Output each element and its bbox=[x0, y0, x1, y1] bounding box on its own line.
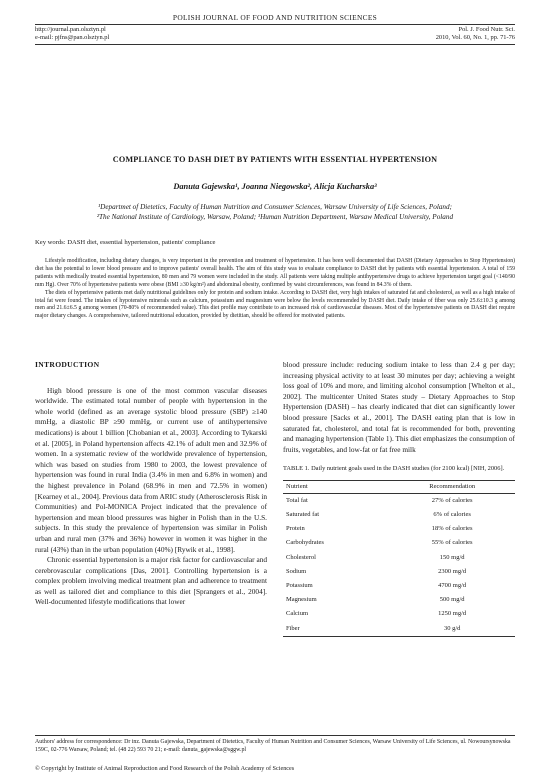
journal-url[interactable]: http://journal.pan.olsztyn.pl bbox=[35, 26, 106, 33]
keywords: Key words: DASH diet, essential hypertension, patients' compliance bbox=[35, 239, 216, 246]
table-cell-value: 30 g/d bbox=[389, 621, 515, 636]
body-paragraph: Chronic essential hypertension is a major risk factor for cardiovascular and cerebrovascular complications [Das, 2001]. Controlling hypertension is a complex problem involving medical treatment plan and adherence to treatment as well as tailored diet and compliance to this diet [Sprangers et al., 2004]. Well-documented lifestyle modifications that lower bbox=[35, 555, 267, 607]
table-cell-nutrient: Sodium bbox=[286, 567, 307, 575]
table-cell-nutrient: Saturated fat bbox=[286, 511, 320, 519]
body-paragraph: blood pressure include: reducing sodium intake to less than 2.4 g per day; increasing physical activity to at least 30 minutes per day; achieving a weight loss goal of 10% and more, and limiting alcohol consumption [Whelton et al., 2002]. The multicenter United States study – Dietary Approaches to Stop Hypertension (DASH) – has clearly indicated that diet can significantly lower blood pressure [Sacks et al., 2001]. The DASH eating plan that is low in saturated fat, cholesterol, and total fat is recommended for both, preventing and managing hypertension (Table 1). This diet emphasizes the consumption of fruits, vegetables, and low-fat or fat free milk bbox=[283, 360, 515, 454]
table-header-nutrient: Nutrient bbox=[283, 480, 389, 493]
journal-name: POLISH JOURNAL OF FOOD AND NUTRITION SCIENCES bbox=[172, 13, 378, 22]
table-cell-nutrient: Magnesium bbox=[286, 596, 317, 604]
header-rule-top bbox=[35, 24, 515, 25]
header-row-1 bbox=[35, 26, 515, 33]
table-header-row bbox=[283, 480, 515, 493]
table-cell-value: 2300 mg/d bbox=[438, 567, 467, 575]
table-cell-value: 4700 mg/d bbox=[438, 581, 467, 589]
introduction-heading: INTRODUCTION bbox=[35, 360, 100, 369]
table-cell-value: 1250 mg/d bbox=[438, 610, 467, 618]
table-cell-nutrient: Cholesterol bbox=[286, 553, 316, 561]
body-paragraph: High blood pressure is one of the most common vascular diseases worldwide. The estimated total number of people with hypertension in the whole world (defined as an average systolic blood pressure (SBP) ≥140 mmHg, a diastolic BP ≥90 mmHg, or current use of antihypertensive medications) is about 1 billion [Chobanian et al., 2003]. According to Tykarski et al. [2005], in Poland hypertension affects 42.1% of adult men and 32.9% of women. In a systematic review of the worldwide prevalence of hypertension, which was based on studies from 1980 to 2003, the lowest prevalence of hypertension was found in rural India (3.4% in men and 6.8% in women) and the highest prevalence in Poland (68.9% in men and 72.5% in women) [Kearney et al., 2004]. Previous data from ARIC study (Atherosclerosis Risk in Communities) and Pol-MONICA Project indicated that the prevalence of hypertension and mean blood pressures was higher in Polish than in the U.S. subjects. In this study the prevalence of hypertension was similar in Polish urban and rural men (37% and 36%) however in women it was higher in the rural (43%) than in the urban population (40%) [Rywik et al., 1998]. bbox=[35, 385, 267, 554]
correspondence-note: Authors' address for correspondence: Dr inz. Danuta Gajewska, Department of Dietetics, Faculty of Human Nutrition and Consumer Sciences, Warsaw University of Life Sciences, ul. Nowoursynowska 159C, 02-776 Warsaw, Poland; tel. (48 22) 593 70 21; e-mail: danuta_gajewska@sggw.pl bbox=[35, 739, 511, 753]
table-header-recommendation: Recommendation bbox=[389, 480, 515, 493]
journal-email[interactable]: e-mail: pjfns@pan.olsztyn.pl bbox=[35, 34, 110, 41]
abstract-paragraph-2: The diets of hypertensive patients met daily nutritional guidelines only for protein and sodium intake. According to DASH diet, very high intakes of saturated fat and cholesterol, as well as a high intake of total fat were found. The intakes of hypotensive minerals such as calcium, potassium and magnesium were below the levels recommended by DASH diet. Daily intake of fiber was only 25.6±10.3 g among men and 21.6±6.5 g among women (70-80% of recommended value). This diet profile may contribute to an increased risk of cardiovascular diseases. Most of the hypertensive patients on DASH diet require major dietary changes. A comprehensive, tailored nutritional education, provided by dietitian, should be offered for motivated patients. bbox=[35, 289, 515, 320]
table-row bbox=[283, 607, 515, 621]
body-column-left bbox=[35, 360, 267, 608]
table-cell-nutrient: Calcium bbox=[286, 610, 309, 618]
article-affiliations bbox=[35, 202, 515, 222]
abstract bbox=[35, 258, 515, 321]
table-row bbox=[283, 621, 515, 636]
table-row bbox=[283, 551, 515, 565]
header-row-2 bbox=[35, 34, 515, 41]
table-cell-nutrient: Total fat bbox=[286, 496, 308, 504]
table-row bbox=[283, 565, 515, 579]
citation-volume: 2010, Vol. 60, No. 1, pp. 71-76 bbox=[435, 34, 515, 41]
table-cell-nutrient: Carbohydrates bbox=[286, 539, 324, 547]
citation-abbrev: Pol. J. Food Nutr. Sci. bbox=[458, 26, 515, 33]
table-cell-value: 55% of calories bbox=[431, 539, 473, 547]
table-cell-value: 6% of calories bbox=[433, 511, 471, 519]
table-cell-value: 18% of calories bbox=[431, 525, 473, 533]
table-row bbox=[283, 579, 515, 593]
table-row bbox=[283, 522, 515, 536]
abstract-paragraph-1: Lifestyle modification, including dietary changes, is very important in the prevention and treatment of hypertension. It has been well documented that DASH (Dietary Approaches to Stop Hypertension) diet has the potential to lower blood pressure and to improve patients' overall health. The aim of this study was to evaluate compliance to DASH diet by patients with essential hypertension. A total of 159 patients with medically treated essential hypertension, 80 men and 79 women were included in the study. All patients were taking multiple antihypertensive drugs to achieve hypertension target goal (<140/90 mm Hg). Over 70% of hypertensive patients were obese (BMI ≥30 kg/m²) and abdominal obesity, confirmed by waist circumferences, was found in 84.3% of them. bbox=[35, 258, 515, 288]
table-caption: TABLE 1. Daily nutrient goals used in the DASH studies (for 2100 kcal) [NIH, 2006]. bbox=[283, 465, 505, 473]
table-row bbox=[283, 493, 515, 508]
affiliation-line-1: ¹Departmet of Dietetics, Faculty of Human Nutrition and Consumer Sciences, Warsaw University of Life Sciences, Poland; bbox=[97, 203, 453, 211]
copyright-notice: © Copyright by Institute of Animal Reproduction and Food Research of the Polish Academy of Sciences bbox=[35, 765, 295, 772]
table-cell-nutrient: Potassium bbox=[286, 581, 313, 589]
footer-rule bbox=[35, 735, 515, 736]
affiliation-line-2: ²The National Institute of Cardiology, Warsaw, Poland; ³Human Nutrition Department, Warsaw Medical University, Poland bbox=[96, 213, 454, 221]
nutrient-goals-table bbox=[283, 480, 515, 637]
article-title: COMPLIANCE TO DASH DIET BY PATIENTS WITH ESSENTIAL HYPERTENSION bbox=[112, 155, 438, 164]
table-row bbox=[283, 536, 515, 550]
table-cell-nutrient: Fiber bbox=[283, 621, 389, 636]
table-cell-value: 27% of calories bbox=[431, 496, 473, 504]
table-cell-value: 500 mg/d bbox=[439, 596, 465, 604]
article-authors: Danuta Gajewska¹, Joanna Niegowska², Alicja Kucharska³ bbox=[173, 182, 377, 191]
header-rule-bottom bbox=[35, 44, 515, 45]
body-column-right bbox=[283, 360, 515, 637]
table-row bbox=[283, 593, 515, 607]
table-row bbox=[283, 508, 515, 522]
table-cell-value: 150 mg/d bbox=[439, 553, 465, 561]
table-cell-nutrient: Protein bbox=[286, 525, 305, 533]
